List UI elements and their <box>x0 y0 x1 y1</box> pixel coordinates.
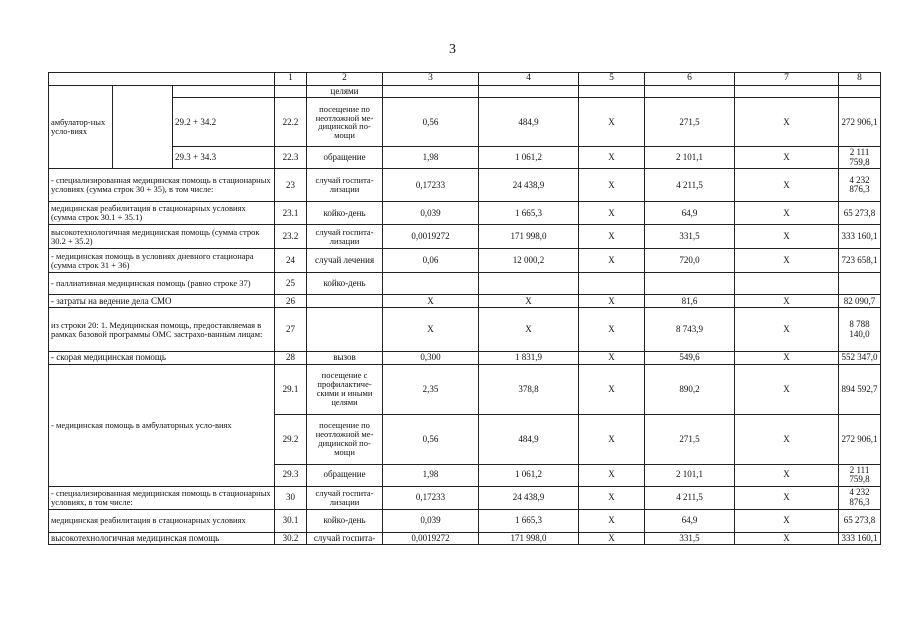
table-cell: Х <box>735 414 839 464</box>
table-row <box>49 169 881 202</box>
table-cell: 4 211,5 <box>645 486 735 509</box>
table-cell: 723 658,1 <box>839 249 881 273</box>
table-row <box>49 86 881 98</box>
table-cell: 82 090,7 <box>839 295 881 308</box>
page-number: 3 <box>449 42 456 57</box>
table-cell <box>735 86 839 98</box>
table-cell <box>479 273 579 295</box>
header-cell: 8 <box>839 73 881 86</box>
table-cell: 1 061,2 <box>479 147 579 169</box>
table-cell: 29.3 + 34.3 <box>173 147 275 169</box>
table-cell: Х <box>735 352 839 364</box>
table-cell <box>113 86 173 169</box>
table-row <box>49 249 881 273</box>
table-cell: Х <box>579 249 645 273</box>
table-cell: Х <box>579 169 645 202</box>
table-cell: 30.1 <box>275 509 307 532</box>
table-cell: 26 <box>275 295 307 308</box>
table-cell: Х <box>579 308 645 352</box>
table-cell: 331,5 <box>645 532 735 544</box>
table-row <box>49 147 881 169</box>
table-cell: 0,56 <box>383 414 479 464</box>
row-label: медицинская реабилитация в стационарных условиях (сумма строк 30.1 + 35.1) <box>49 202 275 225</box>
table-cell: 28 <box>275 352 307 364</box>
table-cell: 1 831,9 <box>479 352 579 364</box>
table-cell: койко-день <box>307 202 383 225</box>
table-cell: 12 000,2 <box>479 249 579 273</box>
table-cell <box>839 273 881 295</box>
row-label: - медицинская помощь в амбулаторных усло-виях <box>49 364 275 486</box>
row-label: - паллиативная медицинская помощь (равно строке 37) <box>49 273 275 295</box>
table-cell: Х <box>735 147 839 169</box>
table-cell <box>579 86 645 98</box>
data-table <box>48 72 881 545</box>
table-cell: 1,98 <box>383 147 479 169</box>
table-cell: Х <box>479 308 579 352</box>
table-cell <box>645 273 735 295</box>
row-label: - специализированная медицинская помощь в стационарных условиях, в том числе: <box>49 486 275 509</box>
table-cell: 29.1 <box>275 364 307 414</box>
table-cell: 1 665,3 <box>479 509 579 532</box>
table-cell: 0,06 <box>383 249 479 273</box>
table-cell: 0,56 <box>383 98 479 147</box>
table-cell: 549,6 <box>645 352 735 364</box>
table-cell: 171 998,0 <box>479 532 579 544</box>
table-cell: 484,9 <box>479 414 579 464</box>
table-cell: Х <box>735 202 839 225</box>
row-label: - скорая медицинская помощь <box>49 352 275 364</box>
table-cell: 484,9 <box>479 98 579 147</box>
table-cell: Х <box>579 352 645 364</box>
table-cell: 2,35 <box>383 364 479 414</box>
table-cell: 65 273,8 <box>839 202 881 225</box>
table-cell: 25 <box>275 273 307 295</box>
table-cell: случай госпита-лизации <box>307 225 383 249</box>
table-cell: Х <box>579 509 645 532</box>
table-cell: 333 160,1 <box>839 532 881 544</box>
table-row <box>49 273 881 295</box>
table-cell: Х <box>579 414 645 464</box>
table-cell <box>579 273 645 295</box>
table-row <box>49 98 881 147</box>
table-cell: 2 101,1 <box>645 147 735 169</box>
table-cell <box>383 86 479 98</box>
table-cell: 0,17233 <box>383 486 479 509</box>
table-cell: 30.2 <box>275 532 307 544</box>
table-cell: 30 <box>275 486 307 509</box>
table-cell: Х <box>579 295 645 308</box>
table-cell: Х <box>579 464 645 486</box>
table-cell: Х <box>735 98 839 147</box>
table-row <box>49 308 881 352</box>
table-cell: 4 232 876,3 <box>839 169 881 202</box>
table-cell: Х <box>579 532 645 544</box>
table-cell <box>307 308 383 352</box>
table-cell: 331,5 <box>645 225 735 249</box>
table-cell: 890,2 <box>645 364 735 414</box>
table-cell: Х <box>735 509 839 532</box>
table-cell: случай госпита-лизации <box>307 169 383 202</box>
table-cell: 23.1 <box>275 202 307 225</box>
table-cell: 4 211,5 <box>645 169 735 202</box>
table-cell: 23 <box>275 169 307 202</box>
table-cell: Х <box>735 249 839 273</box>
header-cell: 5 <box>579 73 645 86</box>
table-cell: 64,9 <box>645 509 735 532</box>
table-row <box>49 364 881 414</box>
table-cell <box>645 86 735 98</box>
table-cell: Х <box>383 308 479 352</box>
table-cell: Х <box>735 486 839 509</box>
table-cell: 333 160,1 <box>839 225 881 249</box>
row-label: из строки 20: 1. Медицинская помощь, предоставляемая в рамках базовой программы ОМС застрахо-ванным лицам: <box>49 308 275 352</box>
table-cell: койко-день <box>307 273 383 295</box>
table-cell: 271,5 <box>645 414 735 464</box>
table-cell: 1 061,2 <box>479 464 579 486</box>
table-cell: посещение с профилактиче-скими и иными целями <box>307 364 383 414</box>
table-cell: Х <box>735 169 839 202</box>
table-cell <box>173 86 275 98</box>
table-cell: случай лечения <box>307 249 383 273</box>
table-cell: 27 <box>275 308 307 352</box>
table-cell: Х <box>735 308 839 352</box>
table-cell: 0,0019272 <box>383 225 479 249</box>
table-cell: Х <box>579 147 645 169</box>
table-cell <box>383 273 479 295</box>
table-cell: Х <box>735 532 839 544</box>
header-cell <box>49 73 275 86</box>
column-number-row <box>49 73 881 86</box>
table-row <box>49 295 881 308</box>
table-cell: 2 101,1 <box>645 464 735 486</box>
table-cell: 8 788 140,0 <box>839 308 881 352</box>
table-cell: 1,98 <box>383 464 479 486</box>
table-cell: Х <box>579 98 645 147</box>
table-cell: обращение <box>307 464 383 486</box>
table-cell: Х <box>579 486 645 509</box>
table-cell: случай госпита-лизации <box>307 486 383 509</box>
header-cell: 4 <box>479 73 579 86</box>
row-label: - специализированная медицинская помощь в стационарных условиях (сумма строк 30 + 35), в том числе: <box>49 169 275 202</box>
table-row <box>49 202 881 225</box>
table-cell: 171 998,0 <box>479 225 579 249</box>
table-row <box>49 532 881 544</box>
table-cell: 1 665,3 <box>479 202 579 225</box>
table-cell: 552 347,0 <box>839 352 881 364</box>
table-cell: 2 111 759,8 <box>839 464 881 486</box>
header-cell: 6 <box>645 73 735 86</box>
table-cell: 0,17233 <box>383 169 479 202</box>
table-cell: обращение <box>307 147 383 169</box>
table-cell: 894 592,7 <box>839 364 881 414</box>
row-label: высокотехнологичная медицинская помощь <box>49 532 275 544</box>
table-cell: Х <box>735 364 839 414</box>
table-cell: 4 232 876,3 <box>839 486 881 509</box>
table-cell: 65 273,8 <box>839 509 881 532</box>
table-cell <box>735 273 839 295</box>
row-label: высокотехнологичная медицинская помощь (сумма строк 30.2 + 35.2) <box>49 225 275 249</box>
table-cell: 24 <box>275 249 307 273</box>
table-cell: 22.3 <box>275 147 307 169</box>
row-label: - медицинская помощь в условиях дневного стационара (сумма строк 31 + 36) <box>49 249 275 273</box>
table-cell: 0,300 <box>383 352 479 364</box>
header-cell: 2 <box>307 73 383 86</box>
table-cell: случай госпита- <box>307 532 383 544</box>
table-cell: 0,039 <box>383 509 479 532</box>
table-cell: целями <box>307 86 383 98</box>
table-cell <box>479 86 579 98</box>
table-row <box>49 486 881 509</box>
table-cell: 64,9 <box>645 202 735 225</box>
table-row <box>49 225 881 249</box>
table-cell: Х <box>579 364 645 414</box>
table-cell: 271,5 <box>645 98 735 147</box>
header-cell: 1 <box>275 73 307 86</box>
table-cell: 24 438,9 <box>479 169 579 202</box>
table-cell: 0,0019272 <box>383 532 479 544</box>
table-cell: койко-день <box>307 509 383 532</box>
row-label: амбулатор-ных усло-виях <box>49 86 113 169</box>
table-row <box>49 509 881 532</box>
table-cell: 24 438,9 <box>479 486 579 509</box>
table-cell: 81,6 <box>645 295 735 308</box>
table-cell: 23.2 <box>275 225 307 249</box>
table-cell: 2 111 759,8 <box>839 147 881 169</box>
table-cell: 29.2 <box>275 414 307 464</box>
table-cell: 720,0 <box>645 249 735 273</box>
table-cell: 8 743,9 <box>645 308 735 352</box>
table-cell: Х <box>579 225 645 249</box>
table-cell: посещение по неотложной ме-дицинской по-мощи <box>307 98 383 147</box>
table-cell <box>307 295 383 308</box>
table-cell: 272 906,1 <box>839 414 881 464</box>
table-cell <box>839 86 881 98</box>
table-cell: 29.2 + 34.2 <box>173 98 275 147</box>
table-cell: Х <box>735 464 839 486</box>
row-label: - затраты на ведение дела СМО <box>49 295 275 308</box>
header-cell: 3 <box>383 73 479 86</box>
table-cell: 0,039 <box>383 202 479 225</box>
row-label: медицинская реабилитация в стационарных условиях <box>49 509 275 532</box>
table-cell: Х <box>479 295 579 308</box>
table-cell: посещение по неотложной ме-дицинской по-мощи <box>307 414 383 464</box>
table-cell: 29.3 <box>275 464 307 486</box>
table-cell: 22.2 <box>275 98 307 147</box>
table-row <box>49 352 881 364</box>
table-cell: Х <box>735 295 839 308</box>
table-cell: 378,8 <box>479 364 579 414</box>
table-cell: Х <box>383 295 479 308</box>
table-cell: Х <box>735 225 839 249</box>
table-cell <box>275 86 307 98</box>
table-cell: 272 906,1 <box>839 98 881 147</box>
table-cell: Х <box>579 202 645 225</box>
header-cell: 7 <box>735 73 839 86</box>
table-cell: вызов <box>307 352 383 364</box>
